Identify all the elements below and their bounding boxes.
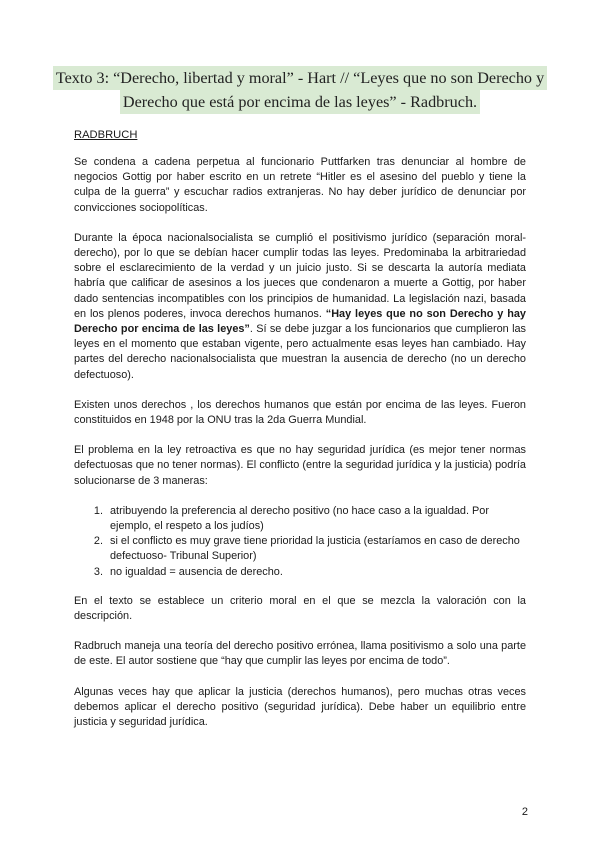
list-item: 1. atribuyendo la preferencia al derecho positivo (no hace caso a la igualdad. Por ejemplo, el respeto a los judíos) <box>106 504 526 534</box>
paragraph-7: Algunas veces hay que aplicar la justicia (derechos humanos), pero muchas otras veces debemos aplicar el derecho positivo (seguridad jurídica). Debe haber un equilibrio entre justicia y seguridad jurídica. <box>74 685 526 729</box>
paragraph-5: En el texto se establece un criterio moral en el que se mezcla la valoración con la descripción. <box>74 594 526 623</box>
title-line-1: Texto 3: “Derecho, libertad y moral” - Hart // “Leyes que no son Derecho y <box>53 66 547 90</box>
paragraph-1: Se condena a cadena perpetua al funcionario Puttfarken tras denunciar al hombre de negocios Gottig por haber escrito en un retrete “Hitler es el asesino del pueblo y tiene la culpa de la guerra” y escuchar radios extranjeras. No hay deber jurídico de denunciar por convicciones sociopolíticas. <box>74 156 526 214</box>
solutions-list <box>74 504 526 580</box>
paragraph-4: El problema en la ley retroactiva es que no hay seguridad jurídica (es mejor tener normas defectuosas que no tener normas). El conflicto (entre la seguridad jurídica y la justicia) podría solucionarse de 3 maneras: <box>74 444 526 487</box>
section-heading: RADBRUCH <box>74 129 138 141</box>
paragraph-3: Existen unos derechos , los derechos humanos que están por encima de las leyes. Fueron constituidos en 1948 por la ONU tras la 2da Guerra Mundial. <box>74 398 526 427</box>
list-item: 2. si el conflicto es muy grave tiene prioridad la justicia (estaríamos en caso de derecho defectuoso- Tribunal Superior) <box>106 534 526 564</box>
paragraph-6: Radbruch maneja una teoría del derecho positivo errónea, llama positivismo a solo una parte de este. El autor sostiene que “hay que cumplir las leyes por encima de todo”. <box>74 640 526 668</box>
paragraph-2 <box>74 231 526 383</box>
page-number: 2 <box>521 806 528 818</box>
document-title <box>40 66 560 114</box>
paragraph-2-quote: “Hay leyes que no son Derecho y hay Derecho por encima de las leyes” <box>74 307 526 336</box>
list-item: 3. no igualdad = ausencia de derecho. <box>106 565 526 580</box>
title-line-2: Derecho que está por encima de las leyes” - Radbruch. <box>120 90 480 114</box>
paragraph-2-text-a: Durante la época nacionalsocialista se cumplió el positivismo jurídico (separación moral-derecho), por lo que se debían hacer cumplir todas las leyes. Predominaba la arbitrariedad sobre el esclarecimiento de la verdad y un juicio justo. Si se descarta la autoría mediata habría que calificar de asesinos a los jueces que condenaron a muerte a Gottig, por haber dado sentencias incompatibles con los principios de humanidad. La legislación nazi, basada en los plenos poderes, invoca derechos humanos. <box>74 231 526 320</box>
document-body <box>74 120 526 745</box>
paragraph-2-text-b: . Sí se debe juzgar a los funcionarios que cumplieron las leyes en el momento que estaban vigente, pero actualmente esas leyes han cambiado. Hay partes del derecho nacionalsocialista que muestran la ausencia de derecho (no un derecho defectuoso). <box>74 323 526 381</box>
